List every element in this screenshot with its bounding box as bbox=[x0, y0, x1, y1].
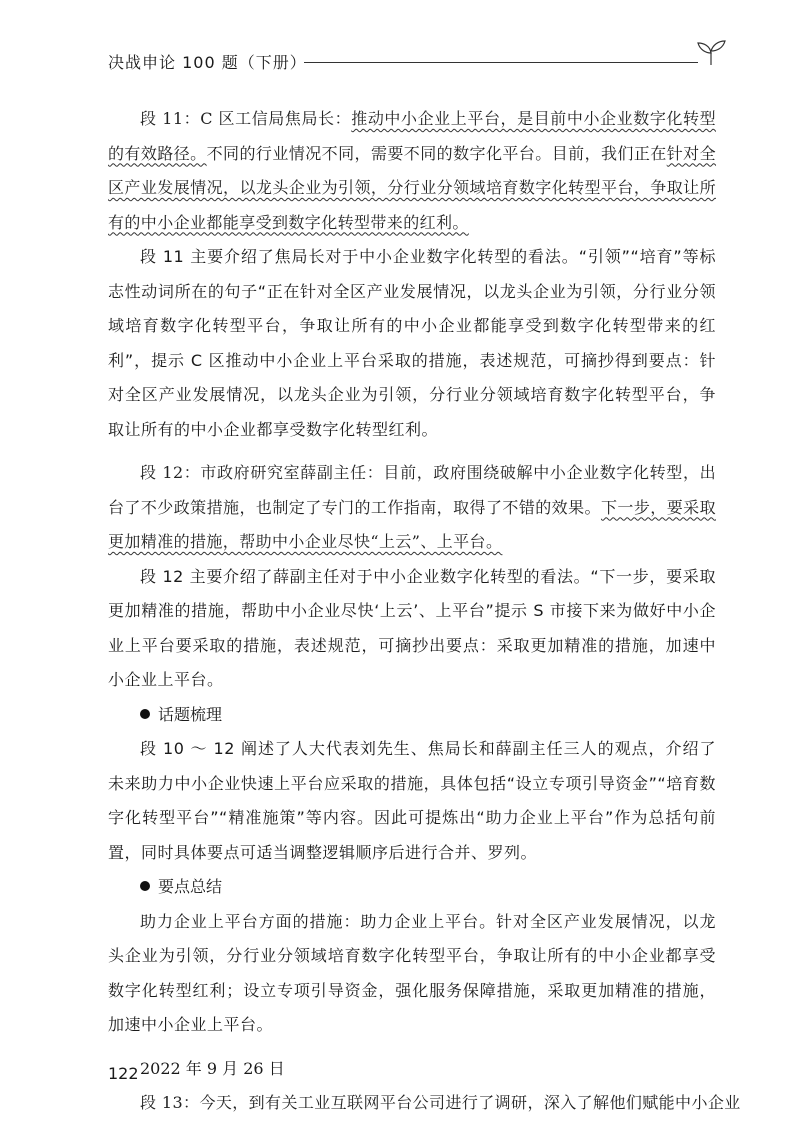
paragraph-11-prefix: 段 11：C 区工信局焦局长： bbox=[140, 109, 352, 128]
sprout-icon bbox=[694, 38, 728, 66]
section-topic-heading bbox=[108, 698, 716, 733]
paragraph-11-middle: 不同的行业情况不同，需要不同的数字化平台。目前，我们正在 bbox=[206, 143, 667, 163]
paragraph-12-quote bbox=[108, 456, 716, 560]
paragraph-11-underlined-2: 针对全区产业发展情况，以龙头企业为引领，分行业分领域培育数字化转型平台，争取让所有的中小企业都能享受到数字化转型带来的红利。 bbox=[108, 143, 717, 232]
section-topic-label: 话题梳理 bbox=[158, 704, 223, 724]
book-title: 决战申论 100 题（下册） bbox=[108, 53, 307, 72]
page-header bbox=[108, 38, 728, 78]
paragraph-13-quote: 段 13：今天，到有关工业互联网平台公司进行了调研，深入了解他们赋能中小企业 bbox=[140, 1093, 741, 1112]
paragraph-12-prefix: 段 12：市政府研究室薛副主任：目前，政府围绕破解中小企业数字化转型，出台了不少政策措施，也制定了专门的工作指南，取得了不错的效果。 bbox=[108, 463, 716, 517]
entry-date: 2022 年 9 月 26 日 bbox=[140, 1058, 285, 1078]
points-summary-paragraph: 助力企业上平台方面的措施：助力企业上平台。针对全区产业发展情况，以龙头企业为引领，分行业分领域培育数字化转型平台，争取让所有的中小企业都享受数字化转型红利；设立专项引导资金，强化服务保障措施，采取更加精准的措施，加速中小企业上平台。 bbox=[108, 911, 716, 1034]
paragraph-12-analysis: 段 12 主要介绍了薛副主任对于中小企业数字化转型的看法。“下一步，要采取更加精准的措施，帮助中小企业尽快‘上云’、上平台”提示 S 市接下来为做好中小企业上平台要采取的措施，表述规范，可摘抄出要点：采取更加精准的措施，加速中小企业上平台。 bbox=[108, 566, 716, 689]
paragraph-12-underlined: 下一步，要采取更加精准的措施，帮助中小企业尽快“上云”、上平台。 bbox=[108, 497, 716, 551]
page-number: 122 bbox=[108, 1064, 139, 1083]
paragraph-11-quote bbox=[108, 102, 716, 240]
page-body bbox=[108, 102, 741, 1121]
section-points-heading bbox=[108, 870, 716, 905]
paragraph-11-underlined-1: 推动中小企业上平台，是目前中小企业数字化转型的有效路径。 bbox=[108, 109, 716, 163]
bullet-icon bbox=[140, 709, 150, 719]
section-points-label: 要点总结 bbox=[158, 877, 223, 896]
bullet-icon bbox=[140, 881, 150, 891]
header-rule bbox=[304, 62, 698, 63]
topic-summary-paragraph: 段 10 ～ 12 阐述了人大代表刘先生、焦局长和薛副主任三人的观点，介绍了未来助力中小企业快速上平台应采取的措施，具体包括“设立专项引导资金”“培育数字化转型平台”“精准施策”等内容。因此可提炼出“助力企业上平台”作为总括句前置，同时具体要点可适当调整逻辑顺序后进行合并、罗列。 bbox=[108, 739, 716, 862]
paragraph-11-analysis: 段 11 主要介绍了焦局长对于中小企业数字化转型的看法。“引领”“培育”等标志性动词所在的句子“正在针对全区产业发展情况，以龙头企业为引领，分行业分领域培育数字化转型平台，争取让所有的中小企业都能享受到数字化转型带来的红利”，提示 C 区推动中小企业上平台采取的措施，表述规范，可摘抄得到要点：针对全区产业发展情况，以龙头企业为引领，分行业分领域培育数字化转型平台，争取让所有的中小企业都享受数字化转型红利。 bbox=[108, 247, 716, 439]
